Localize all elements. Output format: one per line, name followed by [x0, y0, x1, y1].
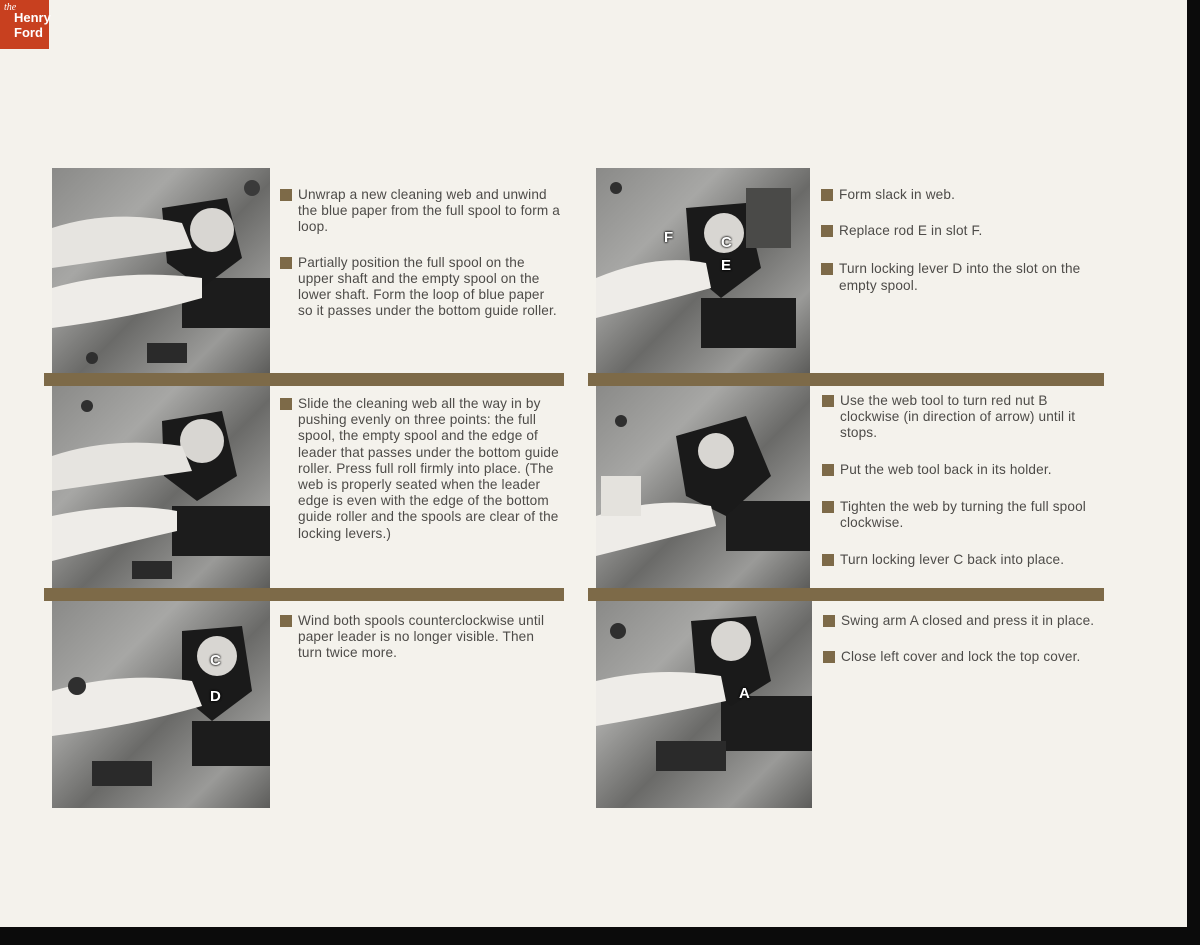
step-5-instructions [822, 393, 1107, 568]
bullet-marker [280, 257, 292, 269]
instruction-text: Turn locking lever D into the slot on the empty spool. [839, 261, 1081, 293]
machine-illustration [52, 601, 270, 808]
bullet-marker [821, 263, 833, 275]
instruction-text: Partially position the full spool on the upper shaft and the empty spool on the lower shaft. Form the loop of blue paper so it passes under the bottom guide roller. [298, 254, 557, 319]
callout-label: A [739, 685, 750, 702]
logo-text-ford: Ford [14, 25, 43, 40]
instruction-item [822, 499, 1107, 531]
bullet-marker [822, 395, 834, 407]
step-photo-2 [52, 386, 270, 588]
step-photo-1 [52, 168, 270, 373]
step-4-instructions [821, 187, 1106, 294]
step-photo-6 [596, 601, 812, 808]
step-3-instructions [280, 613, 560, 662]
callout-label: C [210, 652, 221, 669]
instruction-item [821, 223, 1106, 239]
instruction-item [822, 462, 1107, 478]
logo-text-henry: Henry [14, 10, 51, 25]
instruction-item [821, 187, 1106, 203]
instruction-text: Turn locking lever C back into place. [840, 552, 1065, 568]
instruction-item [280, 255, 560, 320]
instruction-text: Form slack in web. [839, 187, 956, 202]
step-photo-3 [52, 601, 270, 808]
instruction-text: Swing arm A closed and press it in place. [841, 613, 1095, 628]
step-6-instructions [823, 613, 1103, 665]
instruction-text: Tighten the web by turning the full spool clockwise. [840, 498, 1086, 531]
instruction-item [280, 187, 560, 236]
machine-illustration [596, 601, 812, 808]
divider-right-bottom [588, 588, 1104, 601]
instruction-item [823, 613, 1103, 629]
callout-label: E [721, 257, 732, 274]
henry-ford-logo [0, 0, 49, 49]
instruction-item [822, 393, 1107, 442]
step-photo-4 [596, 168, 810, 373]
divider-left-bottom [44, 588, 564, 601]
bullet-marker [280, 189, 292, 201]
instruction-text: Close left cover and lock the top cover. [841, 649, 1081, 665]
instruction-item [823, 649, 1103, 665]
instruction-item [821, 261, 1106, 293]
bullet-marker [822, 464, 834, 476]
instruction-item [280, 396, 566, 542]
step-photo-5 [596, 386, 810, 588]
instruction-text: Use the web tool to turn red nut B clockwise (in direction of arrow) until it stops. [840, 393, 1076, 441]
machine-illustration [52, 386, 270, 588]
bullet-marker [822, 554, 834, 566]
callout-label: D [210, 688, 221, 705]
instruction-item [280, 613, 560, 662]
instruction-text: Wind both spools counterclockwise until paper leader is no longer visible. Then turn twice more. [298, 613, 545, 661]
callout-label: C [721, 234, 732, 251]
divider-right-top [588, 373, 1104, 386]
step-1-instructions [280, 187, 560, 319]
machine-illustration [596, 168, 810, 373]
instruction-item [822, 552, 1107, 568]
step-2-instructions [280, 396, 566, 542]
instruction-text: Slide the cleaning web all the way in by pushing evenly on three points: the full spool, the empty spool and the edge of leader that passes under the bottom guide roller. Press full roll firmly into place. (The web is properly seated when the leader edge is even with the edge of the bottom guide roller and the spools are clear of the locking levers.) [298, 396, 559, 541]
callout-label: F [664, 229, 674, 246]
machine-illustration [596, 386, 810, 588]
instruction-text: Put the web tool back in its holder. [840, 461, 1052, 477]
instruction-text: Unwrap a new cleaning web and unwind the blue paper from the full spool to form a loop. [298, 187, 561, 235]
bullet-marker [280, 398, 292, 410]
machine-illustration [52, 168, 270, 373]
bullet-marker [280, 615, 292, 627]
bullet-marker [821, 189, 833, 201]
bullet-marker [821, 225, 833, 237]
instruction-text: Replace rod E in slot F. [839, 223, 983, 239]
bullet-marker [823, 615, 835, 627]
bullet-marker [823, 651, 835, 663]
logo-text-the: the [4, 2, 17, 13]
bullet-marker [822, 501, 834, 513]
divider-left-top [44, 373, 564, 386]
